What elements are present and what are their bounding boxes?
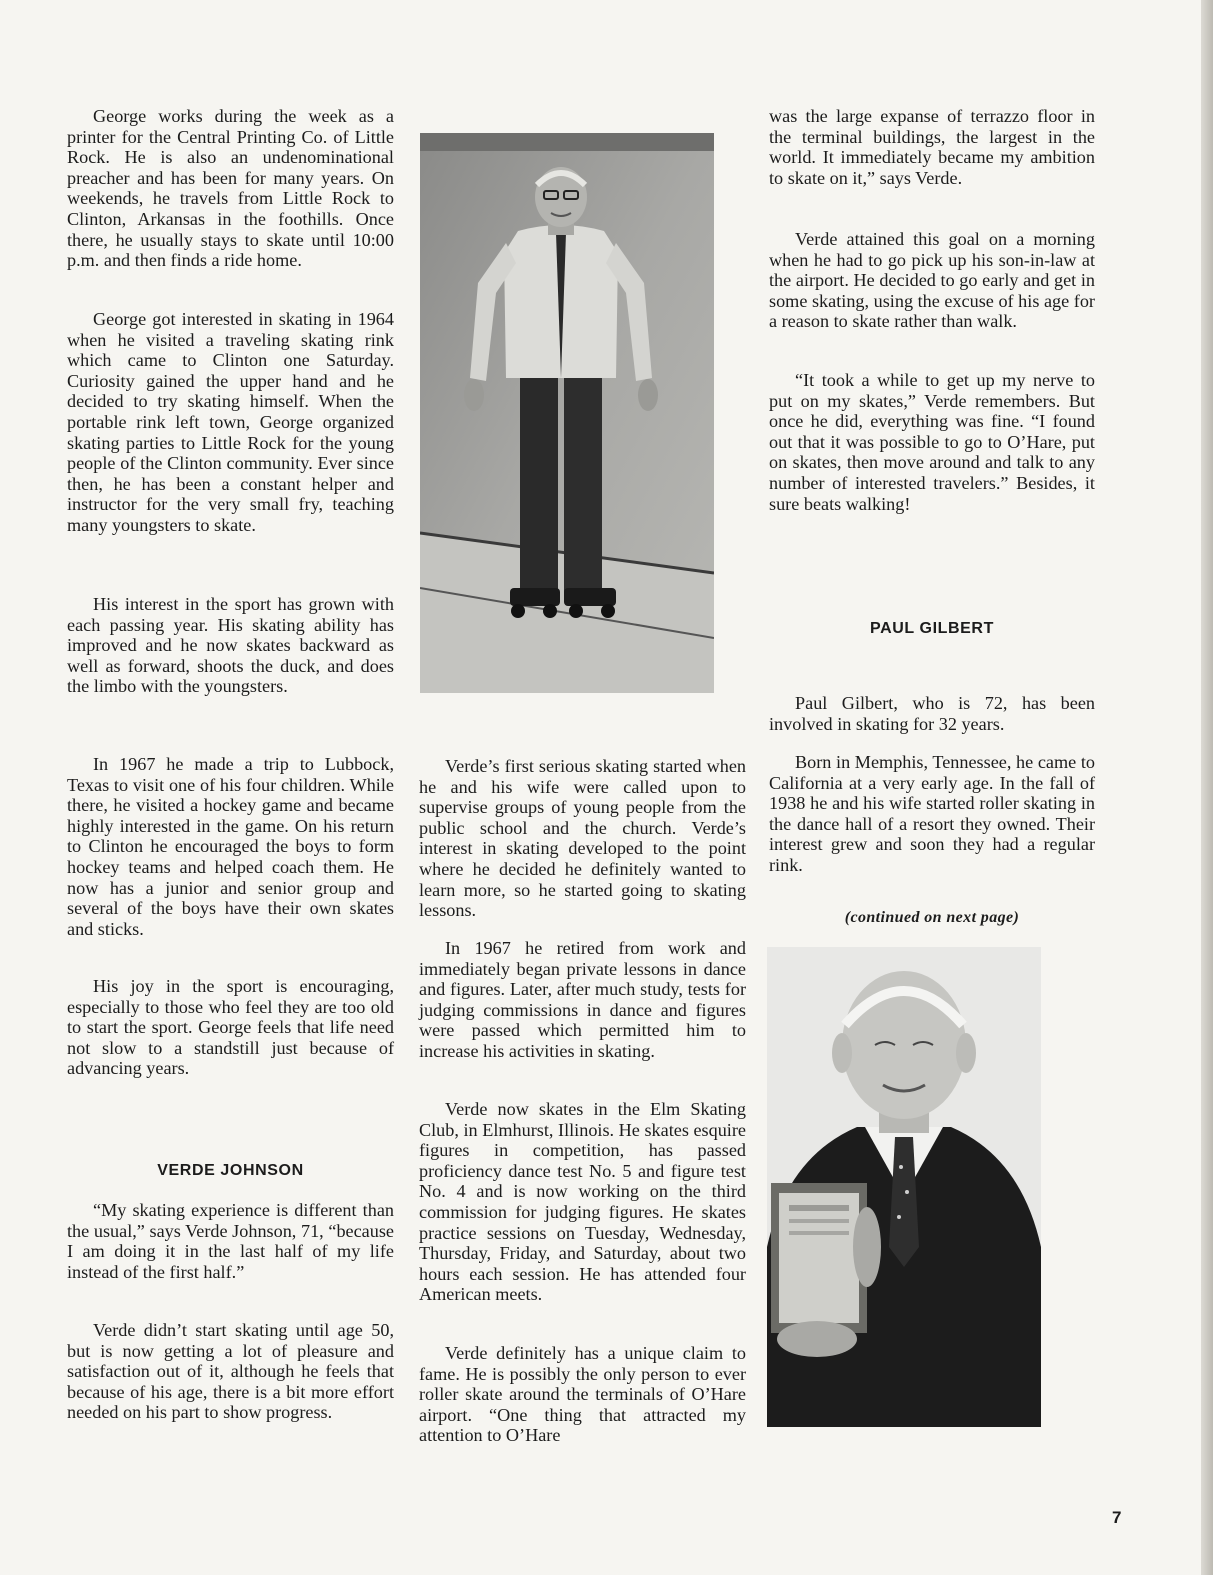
george-paragraph-2: George got interested in skating in 1964 when he visited a traveling skating rink which came to Clinton one Saturday. Curiosity gained the upper hand and he decided to try skating himself. When the portable rink left town, George organized skating parties to Little Rock for the young people of the Clinton community. Ever since then, he has been a constant helper and instructor for the very small fry, teaching many youngsters to skate. bbox=[67, 309, 394, 535]
paul-paragraph-2: Born in Memphis, Tennessee, he came to California at a very early age. In the fall of 1938 he and his wife started roller skating in the dance hall of a resort they owned. Their interest grew and soon they had a regular rink. bbox=[769, 752, 1095, 875]
verde-paragraph-4: In 1967 he retired from work and immediately began private lessons in dance and figures. Later, after much study, tests for judging commissions in dance and figures were passed which permitted him to increase his activities in skating. bbox=[419, 938, 746, 1061]
verde-paragraph-9: “It took a while to get up my nerve to put on my skates,” Verde remembers. But once he did, everything was fine. “I found out that it was possible to go to O’Hare, put on skates, then move around and talk to any number of interested travelers.” Besides, it sure beats walking! bbox=[769, 370, 1095, 514]
paul-gilbert-photo bbox=[767, 947, 1041, 1427]
verde-johnson-heading: VERDE JOHNSON bbox=[157, 1162, 304, 1179]
verde-paragraph-2: Verde didn’t start skating until age 50, but is now getting a lot of pleasure and satisfaction out of it, although he feels that because of his age, there is a bit more effort needed on his part to show progress. bbox=[67, 1320, 394, 1423]
george-paragraph-1: George works during the week as a printer for the Central Printing Co. of Little Rock. He is also an undenominational preacher and has been for many years. On weekends, he travels from Little Rock to Clinton, Arkansas in the foothills. Once there, he usually stays to skate until 10:00 p.m. and then finds a ride home. bbox=[67, 106, 394, 271]
verde-paragraph-3: Verde’s first serious skating started when he and his wife were called upon to supervise groups of young people from the public school and the church. Verde’s interest in skating developed to the point where he decided he definitely wanted to learn more, so he started going to skating lessons. bbox=[419, 756, 746, 921]
verde-paragraph-6: Verde definitely has a unique claim to fame. He is possibly the only person to ever roller skate around the terminals of O’Hare airport. “One thing that attracted my attention to O’Hare bbox=[419, 1343, 746, 1446]
page-edge bbox=[1201, 0, 1213, 1575]
continued-note: (continued on next page) bbox=[844, 909, 1020, 926]
george-paragraph-4: In 1967 he made a trip to Lubbock, Texas to visit one of his four children. While there, he visited a hockey game and became highly interested in the game. On his return to Clinton he encouraged the boys to form hockey teams and helped coach them. He now has a junior and senior group and several of the boys have their own skates and sticks. bbox=[67, 754, 394, 939]
verde-paragraph-5: Verde now skates in the Elm Skating Club, in Elmhurst, Illinois. He skates esquire figures in competition, has passed proficiency dance test No. 5 and figure test No. 4 and is now working on the third commission for judging figures. He skates practice sessions on Tuesday, Wednesday, Thursday, Friday, and Saturday, about two hours each session. He has attended four American meets. bbox=[419, 1099, 746, 1305]
george-paragraph-3: His interest in the sport has grown with each passing year. His skating ability has improved and he now skates backward as well as forward, shoots the duck, and does the limbo with the youngsters. bbox=[67, 594, 394, 697]
paul-paragraph-1: Paul Gilbert, who is 72, has been involved in skating for 32 years. bbox=[769, 693, 1095, 734]
george-photo bbox=[420, 133, 714, 693]
george-paragraph-5: His joy in the sport is encouraging, especially to those who feel they are too old to start the sport. George feels that life need not slow to a standstill just because of advancing years. bbox=[67, 976, 394, 1079]
verde-paragraph-7: was the large expanse of terrazzo floor in the terminal buildings, the largest in the world. It immediately became my ambition to skate on it,” says Verde. bbox=[769, 106, 1095, 188]
verde-paragraph-8: Verde attained this goal on a morning when he had to go pick up his son-in-law at the airport. He decided to go early and get in some skating, using the excuse of his age for a reason to skate rather than walk. bbox=[769, 229, 1095, 332]
verde-paragraph-1: “My skating experience is different than the usual,” says Verde Johnson, 71, “because I am doing it in the last half of my life instead of the first half.” bbox=[67, 1200, 394, 1282]
page-number: 7 bbox=[1112, 1508, 1122, 1527]
paul-gilbert-heading: PAUL GILBERT bbox=[870, 620, 994, 637]
